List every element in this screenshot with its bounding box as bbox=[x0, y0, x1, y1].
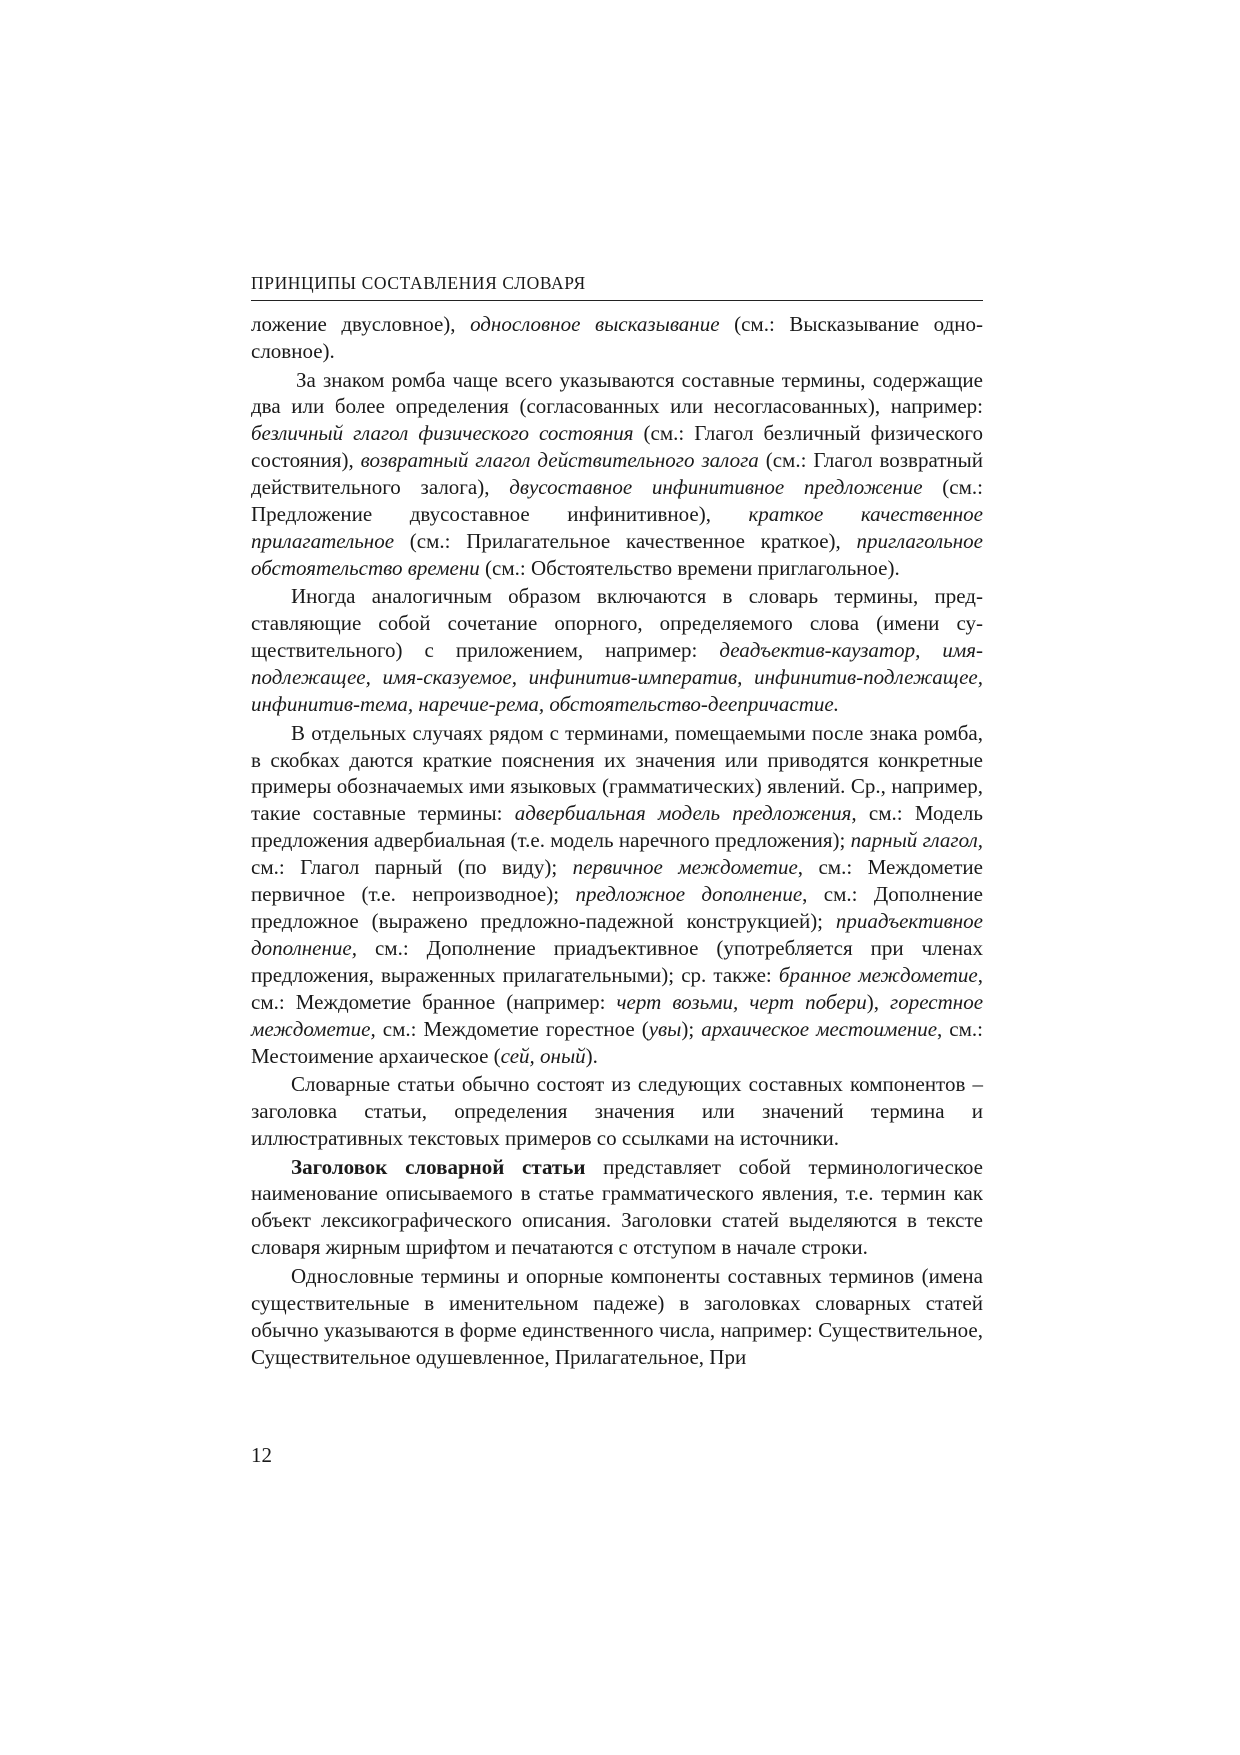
text-span: Словарные статьи обычно состоят из следующих составных компонентов – заголовка статьи, определения значения или значений термина и иллюстративных текстовых примеров со ссылками на источники. bbox=[251, 1072, 983, 1150]
text-span: (см.: Высказывание однословное). bbox=[251, 312, 983, 363]
term-italic: адвербиальная модель предложения, bbox=[514, 801, 857, 826]
term-italic: парный глагол, bbox=[850, 828, 984, 853]
text-span: , см.: Местоимение архаическое ( bbox=[251, 1016, 983, 1068]
term-italic: безличный глагол физического состояния bbox=[251, 421, 634, 446]
example-italic: черт возьми, черт побери bbox=[616, 989, 867, 1014]
text-span: (см.: Обстоятельство времени приглагольное). bbox=[479, 555, 900, 580]
text-span: За знаком ромба чаще всего указываются составные термины, содержащие два или более определения (согласованных или несогласованных), например: bbox=[251, 367, 983, 419]
term-italic: однословное высказывание bbox=[470, 312, 720, 336]
text-span: см.: Междометие горестное ( bbox=[375, 1016, 649, 1041]
bold-term: Заголовок словарной статьи bbox=[291, 1154, 586, 1179]
text-span: ложение двусловное), bbox=[251, 312, 471, 336]
term-italic: двусоставное инфинитивное предложение bbox=[509, 475, 923, 500]
term-italic: бранное междометие bbox=[778, 962, 978, 987]
term-italic: первичное междометие bbox=[572, 855, 798, 880]
body-text bbox=[251, 311, 983, 1372]
text-span: (см.: Прилагательное качественное краткое), bbox=[394, 528, 857, 553]
text-span: (см.: Глагол безличный физического состояния), bbox=[251, 421, 983, 473]
text-span: Однословные термины и опорные компоненты составных терминов (имена существительные в именительном падеже) в заголовках словарных статей обычно указываются в форме единственного числа, например: Существительное, Существительное одушевленное, Прилагательное, При bbox=[251, 1263, 983, 1369]
text-span: ), bbox=[866, 989, 891, 1014]
term-italic: предложное дополнение bbox=[575, 882, 803, 907]
text-span: ); bbox=[681, 1016, 702, 1041]
paragraph-4 bbox=[251, 720, 983, 1070]
example-italic: увы bbox=[648, 1016, 682, 1041]
text-span: см.: Модель предложения адвербиальная (т.е. модель наречного предложения); bbox=[251, 801, 983, 853]
text-span: представляет собой терминологическое наименование описываемого в статье грамматического явления, т.е. термин как объект лексикографического описания. Заголовки статей выделяются в тексте словаря жирным шрифтом и печатаются с отступом в начале строки. bbox=[251, 1154, 983, 1260]
example-italic: сей, оный bbox=[500, 1043, 586, 1068]
text-span: , см.: Дополнение предложное (выражено предложно-падежной конструкцией); bbox=[251, 882, 983, 933]
text-span: см.: Дополнение приадъективное (употребляется при членах предложения, выраженных прилагательными); ср. также: bbox=[251, 935, 983, 987]
text-span: , см.: Междометие первичное (т.е. непроизводное); bbox=[251, 855, 983, 907]
paragraph-5 bbox=[251, 1071, 983, 1152]
term-italic: деадъектив-каузатор, имя-подлежащее, имя-сказуемое, инфинитив-императив, инфинитив-подлежащее, инфинитив-тема, наречие-рема, обстоятельство-деепричастие. bbox=[251, 638, 983, 717]
text-span: ). bbox=[585, 1043, 598, 1068]
paragraph-1 bbox=[251, 311, 983, 365]
text-span: (см.: Глагол возвратный действительного залога), bbox=[251, 448, 983, 500]
paragraph-7 bbox=[251, 1263, 983, 1371]
term-italic: архаическое местоимение bbox=[701, 1016, 938, 1041]
running-header: ПРИНЦИПЫ СОСТАВЛЕНИЯ СЛОВАРЯ bbox=[251, 272, 983, 301]
text-span: (см.: Предложение двусоставное инфинитивное), bbox=[251, 475, 983, 527]
text-span: , см.: Междометие бранное (например: bbox=[251, 962, 983, 1014]
paragraph-2 bbox=[251, 367, 983, 582]
text-span: см.: Глагол парный (по виду); bbox=[251, 855, 573, 880]
term-italic: приглагольное обстоятельство времени bbox=[251, 528, 983, 580]
paragraph-6 bbox=[251, 1154, 983, 1262]
paragraph-3 bbox=[251, 583, 983, 718]
text-span: Иногда аналогичным образом включаются в словарь термины, представляющие собой сочетание опорного, определяемого слова (имени существительного) с приложением, например: bbox=[251, 584, 983, 663]
term-italic: краткое качественное прилагательное bbox=[251, 502, 984, 553]
page-number: 12 bbox=[251, 1443, 272, 1467]
term-italic: горестное междометие, bbox=[251, 989, 984, 1041]
term-italic: возвратный глагол действительного залога bbox=[360, 448, 759, 473]
text-span: В отдельных случаях рядом с терминами, помещаемыми после знака ромба, в скобках даются краткие пояснения их значения или приводятся конкретные примеры обозначаемых ими языковых (грамматических) явлений. Ср., например, такие составные термины: bbox=[251, 720, 983, 826]
term-italic: приадъективное дополнение, bbox=[251, 909, 983, 960]
